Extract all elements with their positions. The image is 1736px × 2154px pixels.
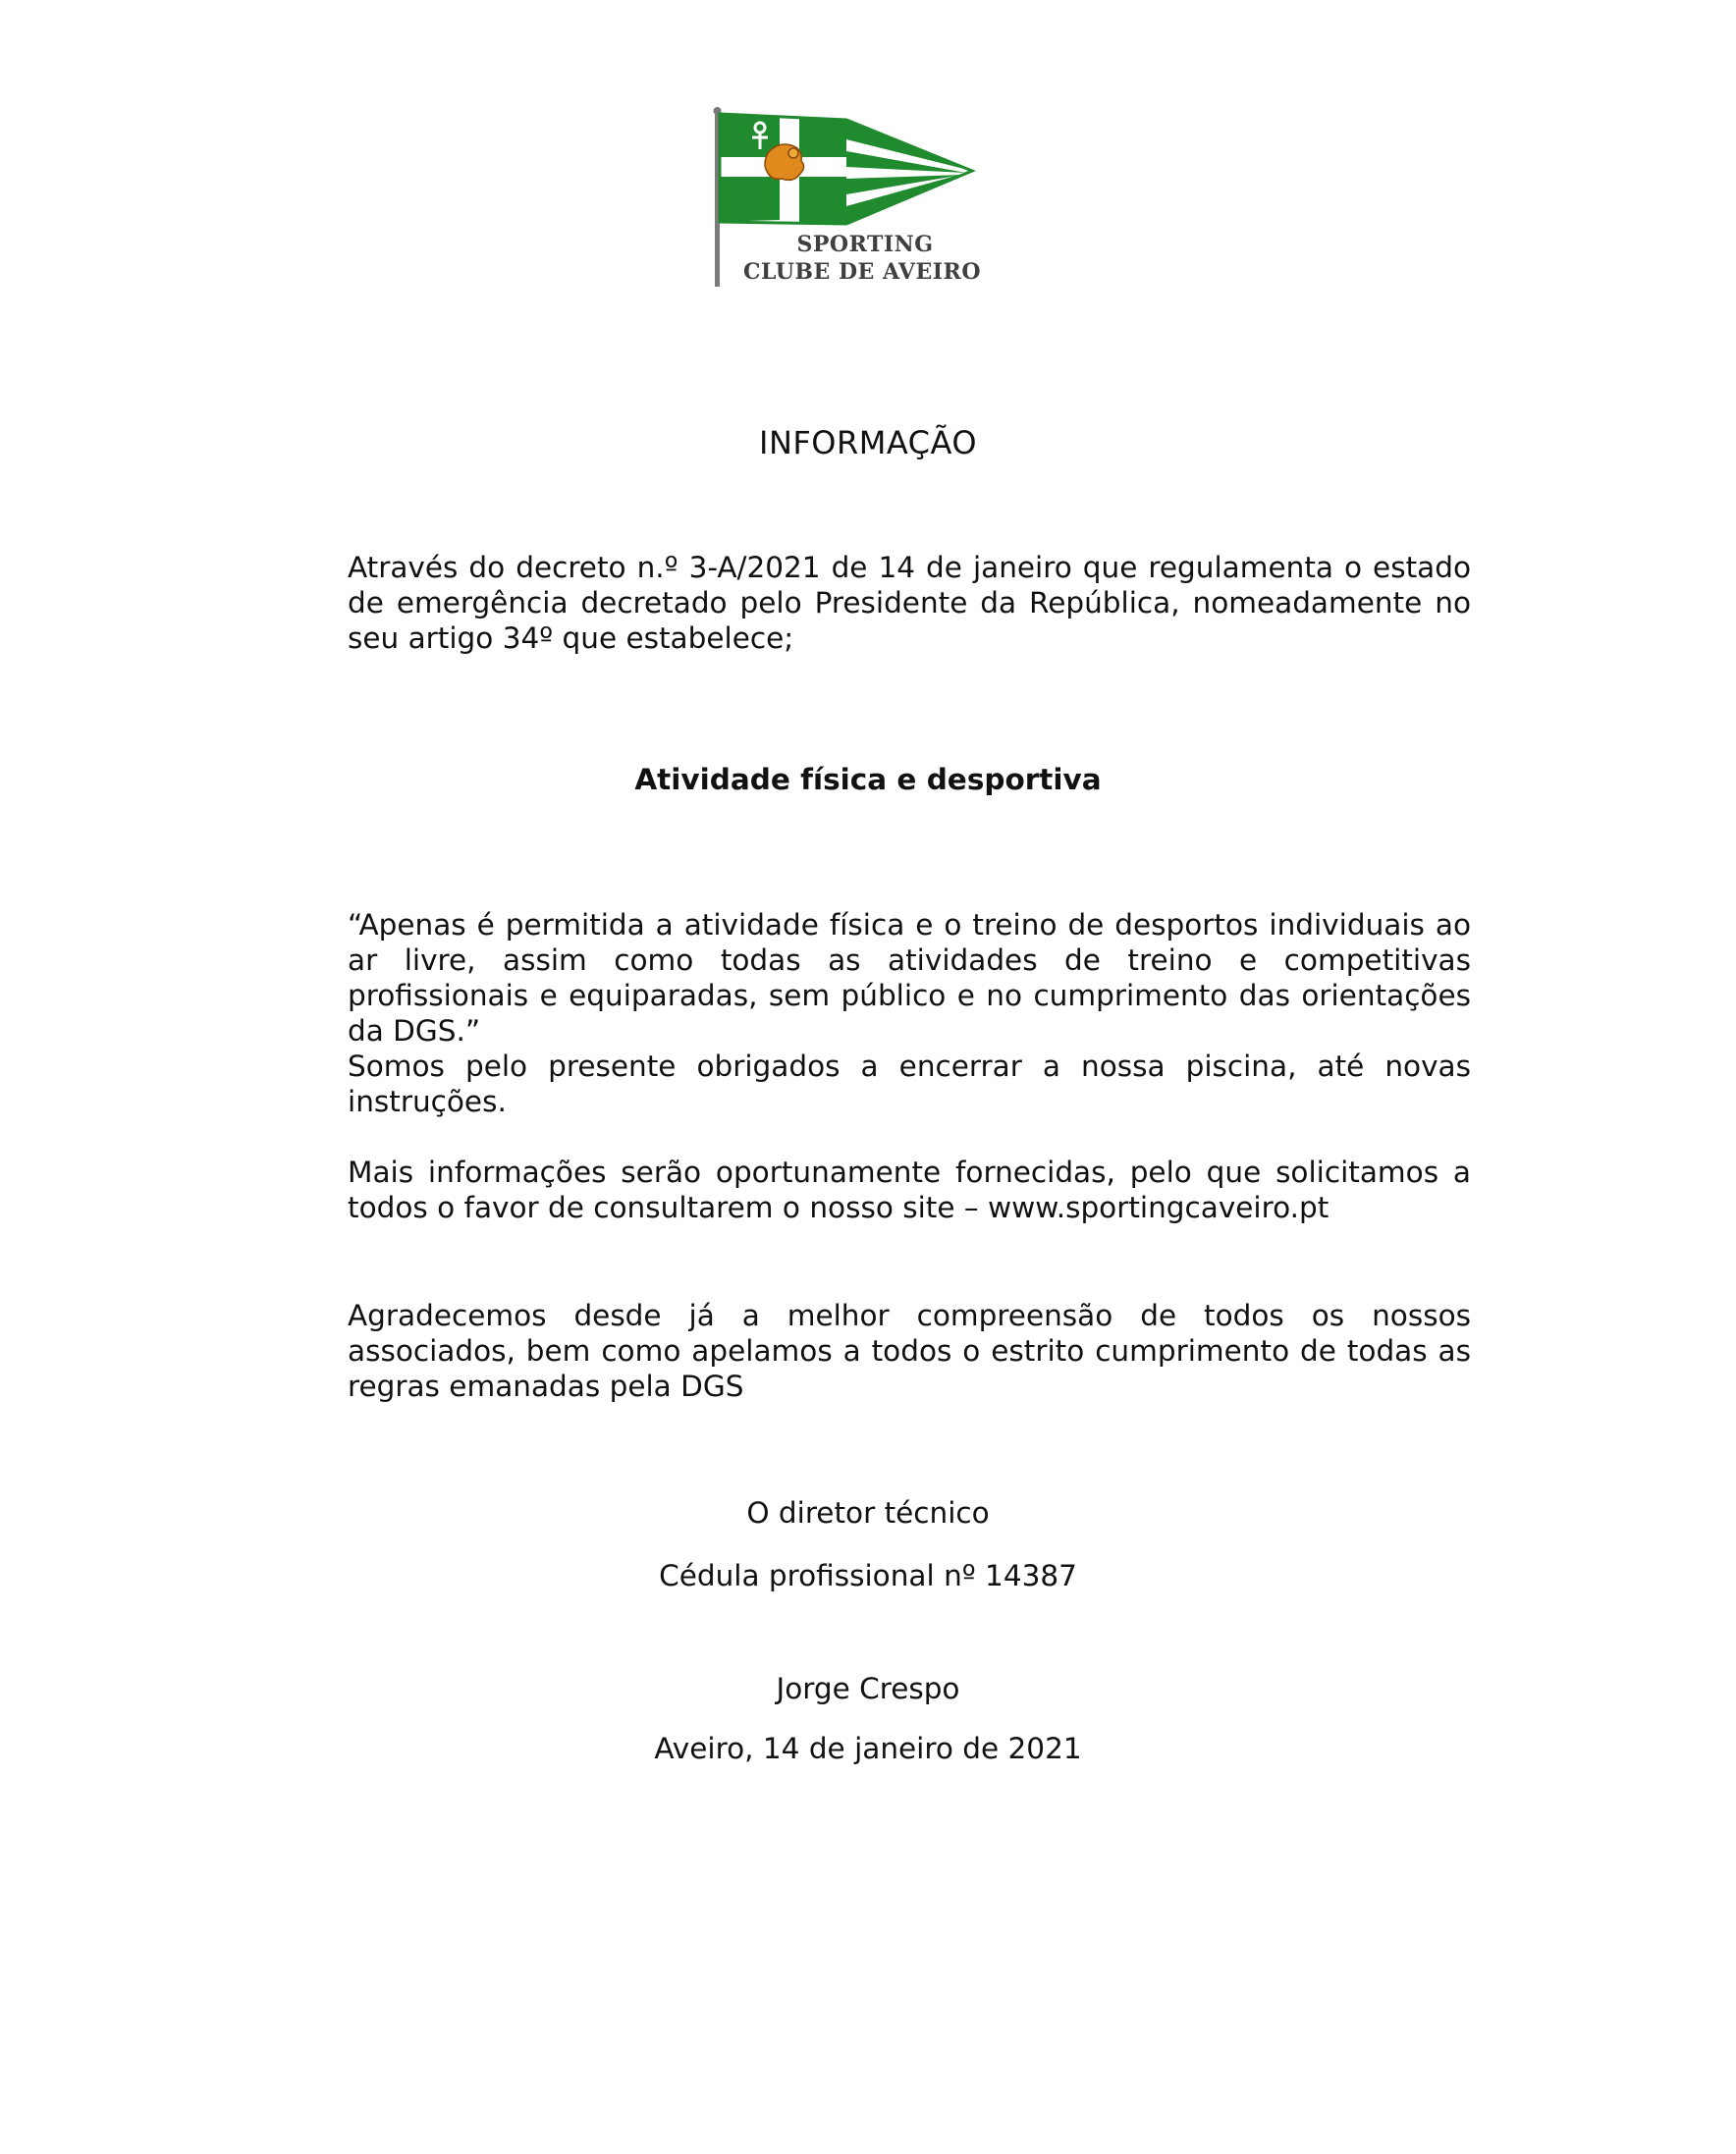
logo-line-sporting: SPORTING	[796, 232, 934, 257]
more-info-paragraph	[348, 1155, 1471, 1225]
closure-text: Somos pelo presente obrigados a encerrar a nossa piscina, até novas instruções.	[348, 1050, 1471, 1118]
more-info-text: Mais informações serão oportunamente fornecidas, pelo que solicitamos a todos o favor de consultarem o nosso site – www.sportingcaveiro.pt	[348, 1156, 1471, 1224]
signature-role: O diretor técnico	[746, 1496, 990, 1530]
club-logo	[709, 106, 1004, 293]
page-title: INFORMAÇÃO	[759, 424, 977, 461]
signature-place-date: Aveiro, 14 de janeiro de 2021	[654, 1732, 1082, 1765]
section-heading: Atividade física e desportiva	[634, 763, 1102, 796]
thanks-paragraph	[348, 1298, 1471, 1404]
logo-line-club-name: CLUBE DE AVEIRO	[742, 259, 982, 285]
signature-name: Jorge Crespo	[776, 1672, 960, 1705]
thanks-text: Agradecemos desde já a melhor compreensão de todos os nossos associados, bem como apelamos a todos o estrito cumprimento de todas as regras emanadas pela DGS	[348, 1299, 1471, 1403]
quote-text: “Apenas é permitida a atividade física e o treino de desportos individuais ao ar livre, assim como todas as atividades de treino e competitivas profissionais e equiparadas, sem público e no cumprimento das orientações da DGS.”	[348, 908, 1471, 1048]
quote-paragraph	[348, 907, 1471, 1049]
signature-license: Cédula profissional nº 14387	[659, 1559, 1077, 1592]
intro-text: Através do decreto n.º 3-A/2021 de 14 de janeiro que regulamenta o estado de emergência decretado pelo Presidente da República, nomeadamente no seu artigo 34º que estabelece;	[348, 551, 1471, 655]
intro-paragraph	[348, 550, 1471, 656]
closure-paragraph	[348, 1049, 1471, 1119]
